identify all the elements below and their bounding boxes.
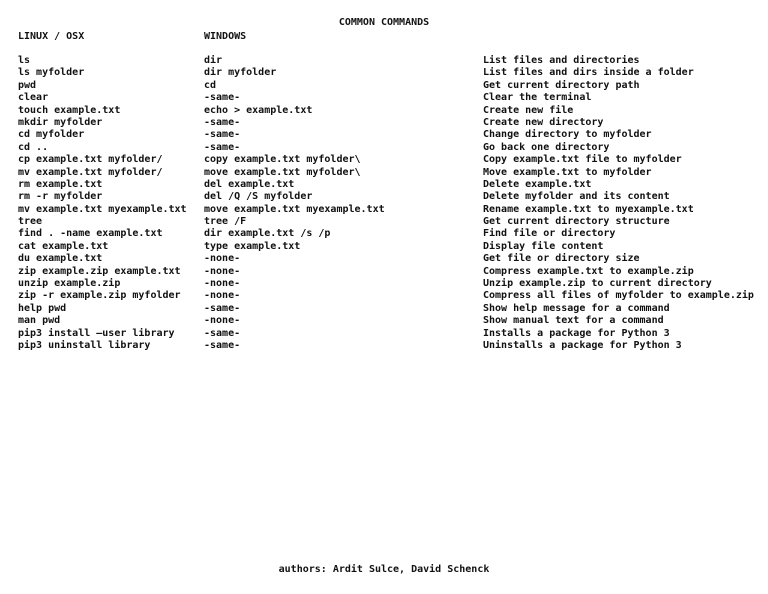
windows-command: -same- <box>204 92 241 104</box>
table-row <box>0 328 768 340</box>
linux-command: zip example.zip example.txt <box>18 265 181 277</box>
command-description: Delete example.txt <box>483 178 592 190</box>
table-row <box>0 315 768 327</box>
table-row <box>0 167 768 179</box>
command-description: Find file or directory <box>483 228 616 240</box>
windows-command: echo > example.txt <box>204 104 313 116</box>
table-row <box>0 253 768 265</box>
linux-command: tree <box>18 216 43 228</box>
command-description: Uninstalls a package for Python 3 <box>483 339 682 351</box>
command-description: Compress example.txt to example.zip <box>483 265 694 277</box>
table-row <box>0 55 768 67</box>
table-row <box>0 228 768 240</box>
linux-command: cat example.txt <box>18 240 109 252</box>
command-description: Change directory to myfolder <box>483 129 652 141</box>
linux-command: unzip example.zip <box>18 278 121 290</box>
windows-command: dir example.txt /s /p <box>204 228 331 240</box>
linux-command: mkdir myfolder <box>18 116 103 128</box>
table-row <box>0 142 768 154</box>
table-row <box>0 241 768 253</box>
windows-command: tree /F <box>204 216 247 228</box>
command-description: Create new file <box>483 104 574 116</box>
windows-command: -same- <box>204 339 241 351</box>
command-description: List files and dirs inside a folder <box>483 67 694 79</box>
linux-command: pip3 install —user library <box>18 327 175 339</box>
page-title: COMMON COMMANDS <box>338 17 430 28</box>
command-description: Move example.txt to myfolder <box>483 166 652 178</box>
command-table <box>0 55 768 352</box>
command-description: Show help message for a command <box>483 302 670 314</box>
windows-command: -none- <box>204 290 241 302</box>
table-row <box>0 340 768 352</box>
linux-command: cp example.txt myfolder/ <box>18 154 163 166</box>
column-header-linux: LINUX / OSX <box>18 31 85 42</box>
windows-command: -same- <box>204 129 241 141</box>
windows-command: -none- <box>204 265 241 277</box>
windows-command: -same- <box>204 141 241 153</box>
command-description: Unzip example.zip to current directory <box>483 278 712 290</box>
table-row <box>0 154 768 166</box>
linux-command: pwd <box>18 79 37 91</box>
linux-command: ls <box>18 55 31 66</box>
command-description: Rename example.txt to myexample.txt <box>483 203 694 215</box>
linux-command: du example.txt <box>18 253 103 265</box>
linux-command: zip -r example.zip myfolder <box>18 290 181 302</box>
command-description: List files and directories <box>483 55 640 66</box>
command-description: Display file content <box>483 240 604 252</box>
table-row <box>0 303 768 315</box>
command-description: Compress all files of myfolder to example.zip <box>483 290 754 302</box>
command-description: Installs a package for Python 3 <box>483 327 670 339</box>
command-description: Show manual text for a command <box>483 315 664 327</box>
command-description: Copy example.txt file to myfolder <box>483 154 682 166</box>
table-row <box>0 92 768 104</box>
command-description: Get file or directory size <box>483 253 640 265</box>
table-row <box>0 278 768 290</box>
windows-command: -none- <box>204 315 241 327</box>
windows-command: move example.txt myfolder\ <box>204 166 361 178</box>
linux-command: mv example.txt myexample.txt <box>18 203 187 215</box>
windows-command: -none- <box>204 253 241 265</box>
table-row <box>0 129 768 141</box>
table-row <box>0 179 768 191</box>
windows-command: del example.txt <box>204 178 295 190</box>
linux-command: man pwd <box>18 315 61 327</box>
table-row <box>0 191 768 203</box>
linux-command: help pwd <box>18 302 67 314</box>
table-row <box>0 80 768 92</box>
windows-command: copy example.txt myfolder\ <box>204 154 361 166</box>
command-description: Clear the terminal <box>483 92 592 104</box>
linux-command: cd .. <box>18 141 49 153</box>
windows-command: move example.txt myexample.txt <box>204 203 385 215</box>
command-description: Get current directory path <box>483 79 640 91</box>
linux-command: find . -name example.txt <box>18 228 163 240</box>
linux-command: ls myfolder <box>18 67 85 79</box>
command-description: Go back one directory <box>483 141 610 153</box>
windows-command: type example.txt <box>204 240 301 252</box>
windows-command: dir <box>204 55 223 66</box>
linux-command: cd myfolder <box>18 129 85 141</box>
windows-command: -same- <box>204 302 241 314</box>
table-row <box>0 266 768 278</box>
linux-command: mv example.txt myfolder/ <box>18 166 163 178</box>
command-description: Create new directory <box>483 116 604 128</box>
table-row <box>0 105 768 117</box>
table-row <box>0 216 768 228</box>
windows-command: cd <box>204 79 217 91</box>
linux-command: touch example.txt <box>18 104 121 116</box>
windows-command: -same- <box>204 327 241 339</box>
table-row <box>0 204 768 216</box>
column-header-windows: WINDOWS <box>204 31 247 42</box>
linux-command: rm example.txt <box>18 178 103 190</box>
table-row <box>0 67 768 79</box>
linux-command: pip3 uninstall library <box>18 339 151 351</box>
authors-credit: authors: Ardit Sulce, David Schenck <box>278 564 490 575</box>
linux-command: rm -r myfolder <box>18 191 103 203</box>
command-description: Get current directory structure <box>483 216 670 228</box>
windows-command: del /Q /S myfolder <box>204 191 313 203</box>
linux-command: clear <box>18 92 49 104</box>
command-description: Delete myfolder and its content <box>483 191 670 203</box>
table-row <box>0 290 768 302</box>
table-row <box>0 117 768 129</box>
windows-command: dir myfolder <box>204 67 277 79</box>
windows-command: -none- <box>204 278 241 290</box>
windows-command: -same- <box>204 116 241 128</box>
